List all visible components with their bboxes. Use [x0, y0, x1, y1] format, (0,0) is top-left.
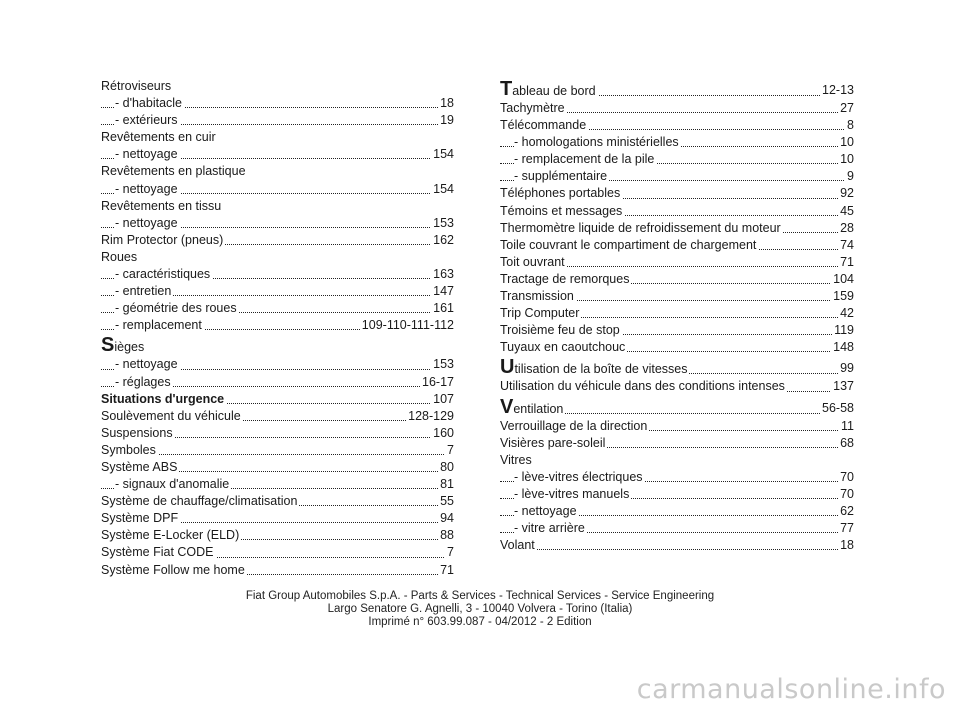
index-entry-text: - géométrie des roues — [115, 301, 237, 316]
index-entry-text: Utilisation du véhicule dans des conditions intenses — [500, 379, 785, 394]
index-entry — [101, 476, 454, 493]
index-entry-text: Vitres — [500, 452, 532, 467]
index-entry-text: Système Fiat CODE — [101, 545, 214, 560]
index-entry-text: - homologations ministérielles — [514, 135, 679, 150]
index-entry-text: Témoins et messages — [500, 203, 623, 218]
index-entry — [500, 520, 854, 537]
index-entry-text: Téléphones portables — [500, 186, 621, 201]
index-entry-text: Système E-Locker (ELD) — [101, 528, 240, 543]
index-entry-text: Système de chauffage/climatisation — [101, 494, 298, 509]
index-entry — [101, 356, 454, 373]
index-entry-page: 9 — [845, 168, 854, 185]
index-entry-text: Transmission — [500, 289, 574, 304]
index-entry-label — [101, 528, 241, 542]
index-entry-label — [500, 419, 649, 433]
index-entry-text: Télécommande — [500, 118, 587, 133]
index-entry-label — [101, 563, 247, 577]
index-entry-page: 148 — [831, 339, 854, 356]
index-entry — [500, 271, 854, 288]
index-entry-page: 80 — [438, 459, 454, 476]
index-entry-text: Revêtements en cuir — [101, 130, 216, 145]
index-entry-label — [500, 289, 576, 303]
index-entry-text: - nettoyage — [115, 215, 178, 230]
index-entry — [101, 112, 454, 129]
index-entry-page: 45 — [838, 203, 854, 220]
index-entry — [101, 78, 454, 95]
index-entry — [500, 435, 854, 452]
index-entry-page: 11 — [839, 418, 854, 435]
index-entry — [101, 459, 454, 476]
watermark: carmanualsonline.info — [636, 674, 946, 705]
index-entry-text: entilation — [513, 401, 564, 416]
index-entry-text: - remplacement de la pile — [514, 152, 655, 167]
index-entry — [101, 198, 454, 215]
index-entry-page: 70 — [838, 486, 854, 503]
index-entry-label — [500, 255, 567, 269]
section-letter: T — [500, 78, 513, 100]
index-entry-text: - supplémentaire — [514, 169, 608, 184]
index-entry-text: - nettoyage — [115, 147, 178, 162]
index-entry-page: 119 — [832, 322, 854, 339]
index-entry — [500, 168, 854, 185]
index-entry — [101, 181, 454, 198]
index-entry-label — [500, 538, 537, 552]
index-entry-label — [500, 323, 622, 337]
index-entry-label — [101, 460, 179, 474]
index-entry — [500, 220, 854, 237]
index-entry-page: 88 — [438, 527, 454, 544]
index-entry — [101, 562, 454, 579]
index-entry-page: 19 — [438, 112, 454, 129]
index-entry-page: 7 — [445, 544, 454, 561]
index-entry-text: - réglages — [115, 374, 171, 389]
index-entry-text: tilisation de la boîte de vitesses — [514, 362, 688, 377]
index-entry-text: Tuyaux en caoutchouc — [500, 340, 626, 355]
index-entry-label — [500, 453, 534, 467]
index-entry-page: 94 — [438, 510, 454, 527]
index-entry-page: 107 — [431, 391, 454, 408]
index-entry — [500, 537, 854, 554]
index-entry-text: Situations d'urgence — [101, 391, 225, 406]
index-entry-label — [500, 436, 607, 450]
footer-line-address: Largo Senatore G. Agnelli, 3 - 10040 Volvera - Torino (Italia) — [327, 603, 633, 615]
index-entry — [500, 203, 854, 220]
index-entry-text: Rétroviseurs — [101, 79, 172, 93]
index-entry-page: 154 — [431, 181, 454, 198]
index-entry-text: Toile couvrant le compartiment de chargement — [500, 237, 757, 252]
index-entry-page: 81 — [438, 476, 454, 493]
index-column-left — [101, 78, 454, 579]
index-entry — [101, 544, 454, 561]
index-entry-label — [115, 113, 180, 127]
index-entry-page: 137 — [831, 378, 854, 395]
index-entry-text: - lève-vitres électriques — [514, 469, 643, 484]
index-entry-text: Tachymètre — [500, 101, 565, 115]
index-entry — [500, 356, 854, 379]
index-entry-label — [500, 306, 581, 320]
index-entry-text: - caractéristiques — [115, 267, 211, 282]
index-entry — [101, 408, 454, 425]
index-entry-label — [115, 318, 204, 332]
index-entry-label — [500, 340, 627, 354]
index-entry-label — [115, 477, 231, 491]
index-entry-label — [514, 504, 579, 518]
index-entry — [500, 100, 854, 117]
index-entry-label — [101, 545, 216, 559]
index-entry-label — [115, 267, 212, 281]
index-entry — [101, 442, 454, 459]
index-entry-page: 12-13 — [820, 81, 854, 100]
index-entry-label — [115, 357, 180, 371]
index-entry-page: 7 — [445, 442, 454, 459]
index-entry-label — [500, 356, 689, 379]
index-entry-text: Visières pare-soleil — [500, 435, 606, 450]
index-entry — [500, 322, 854, 339]
index-entry-page: 153 — [431, 215, 454, 232]
index-entry-page: 16-17 — [420, 374, 454, 391]
index-entry — [101, 300, 454, 317]
index-entry-text: Roues — [101, 249, 138, 264]
section-letter: V — [500, 395, 514, 418]
index-entry-page: 8 — [845, 117, 854, 134]
index-entry — [500, 339, 854, 356]
index-entry-label — [115, 284, 173, 298]
index-entry-label — [101, 250, 139, 264]
section-letter: U — [500, 356, 515, 379]
index-entry — [101, 95, 454, 112]
index-entry — [101, 266, 454, 283]
index-entry-text: - nettoyage — [115, 357, 178, 372]
index-entry-text: Système ABS — [101, 459, 178, 474]
section-letter: S — [101, 334, 115, 357]
index-entry-label — [101, 164, 248, 178]
index-entry — [500, 378, 854, 395]
index-entry-label — [514, 521, 587, 535]
index-entry-text: Troisième feu de stop — [500, 323, 620, 338]
index-entry-label — [514, 152, 656, 166]
index-entry-text: Tractage de remorques — [500, 271, 630, 286]
index-entry-page: 62 — [838, 503, 854, 520]
index-entry-page: 56-58 — [820, 399, 854, 418]
index-entry-page: 10 — [838, 134, 854, 151]
index-entry — [500, 486, 854, 503]
index-entry-page: 147 — [431, 283, 454, 300]
index-entry-page: 160 — [431, 425, 454, 442]
index-entry-label — [115, 182, 180, 196]
index-entry — [101, 163, 454, 180]
index-entry-page: 77 — [838, 520, 854, 537]
index-entry — [500, 254, 854, 271]
index-column-right — [500, 78, 854, 554]
index-entry — [101, 334, 454, 357]
index-entry-label — [500, 78, 598, 100]
index-entry-label — [514, 169, 609, 183]
index-entry-label — [101, 199, 223, 213]
index-entry-label — [500, 238, 758, 252]
index-entry-text: Symboles — [101, 442, 156, 457]
index-entry-text: Revêtements en tissu — [101, 198, 222, 213]
index-entry-page: 99 — [838, 359, 854, 378]
index-entry-label — [115, 147, 180, 161]
index-entry-page: 153 — [431, 356, 454, 373]
index-entry-label — [101, 233, 225, 247]
index-entry — [101, 374, 454, 391]
index-entry-text: - nettoyage — [115, 181, 178, 196]
index-entry-label — [514, 135, 681, 149]
index-entry-page: 27 — [838, 100, 854, 117]
index-entry — [101, 317, 454, 334]
index-entry — [101, 249, 454, 266]
footer-line-print: Imprimé n° 603.99.087 - 04/2012 - 2 Edition — [368, 616, 592, 628]
index-entry — [500, 237, 854, 254]
index-entry-label — [101, 392, 226, 406]
index-entry-text: Verrouillage de la direction — [500, 418, 648, 433]
index-entry-text: Rim Protector (pneus) — [101, 232, 224, 247]
index-entry-text: Volant — [500, 538, 535, 553]
index-entry-label — [500, 395, 565, 418]
index-entry-label — [101, 494, 299, 508]
index-entry — [500, 395, 854, 418]
index-entry-page: 162 — [431, 232, 454, 249]
index-entry-label — [500, 204, 624, 218]
index-entry — [101, 425, 454, 442]
index-entry-text: Thermomètre liquide de refroidissement du moteur — [500, 220, 781, 235]
footer-line-company: Fiat Group Automobiles S.p.A. - Parts & Services - Technical Services - Service Engineering — [245, 590, 715, 602]
index-entry-label — [500, 272, 631, 286]
index-entry-text: ableau de bord — [512, 84, 596, 98]
index-entry — [500, 185, 854, 202]
index-entry-label — [101, 511, 180, 525]
index-entry-text: - nettoyage — [514, 503, 577, 518]
index-entry — [500, 117, 854, 134]
index-entry-label — [101, 79, 173, 93]
index-entry-label — [115, 96, 184, 110]
index-entry-label — [101, 409, 243, 423]
index-entry-label — [101, 443, 158, 457]
index-entry-page: 74 — [838, 237, 854, 254]
index-entry-label — [115, 375, 173, 389]
index-entry-text: ièges — [114, 340, 145, 355]
index-entry-page: 163 — [431, 266, 454, 283]
index-entry-label — [500, 221, 783, 235]
index-entry — [500, 503, 854, 520]
index-entry-label — [500, 118, 588, 132]
index-entry — [500, 452, 854, 469]
index-entry-text: - lève-vitres manuels — [514, 486, 630, 501]
index-entry — [500, 288, 854, 305]
index-entry-page: 159 — [831, 288, 854, 305]
index-entry-text: - extérieurs — [115, 113, 178, 128]
index-entry-page: 104 — [831, 271, 854, 288]
index-entry-text: - entretien — [115, 284, 172, 299]
index-entry — [101, 283, 454, 300]
index-entry-page: 18 — [438, 95, 454, 112]
index-entry-label — [101, 130, 218, 144]
index-entry — [101, 232, 454, 249]
index-entry-text: Trip Computer — [500, 306, 580, 321]
index-entry — [101, 391, 454, 408]
index-entry-label — [101, 426, 175, 440]
index-entry — [500, 78, 854, 100]
index-entry-page: 161 — [431, 300, 454, 317]
index-entry — [101, 129, 454, 146]
index-entry-text: Soulèvement du véhicule — [101, 408, 241, 423]
index-entry — [500, 151, 854, 168]
index-entry-text: - vitre arrière — [514, 521, 585, 536]
index-entry-label — [500, 379, 787, 393]
index-entry-label — [115, 216, 180, 230]
index-entry-page: 42 — [838, 305, 854, 322]
index-entry — [500, 418, 854, 435]
index-entry-text: - signaux d'anomalie — [115, 477, 230, 492]
index-entry — [101, 527, 454, 544]
index-entry-page: 28 — [838, 220, 854, 237]
index-entry-text: Système DPF — [101, 511, 179, 526]
index-entry — [500, 305, 854, 322]
index-entry-text: Système Follow me home — [101, 562, 245, 577]
index-entry-label — [500, 101, 567, 115]
index-entry-page: 128-129 — [406, 408, 454, 425]
index-entry-page: 10 — [838, 151, 854, 168]
index-entry-page: 71 — [438, 562, 454, 579]
index-entry-label — [514, 470, 645, 484]
index-entry-text: - remplacement — [115, 318, 202, 333]
publisher-footer — [0, 590, 960, 629]
index-entry-page: 154 — [431, 146, 454, 163]
index-entry-page: 18 — [838, 537, 854, 554]
index-entry-text: Revêtements en plastique — [101, 164, 246, 179]
index-entry-label — [514, 487, 631, 501]
index-entry-text: - d'habitacle — [115, 96, 183, 111]
index-entry-label — [101, 334, 146, 357]
index-entry — [500, 469, 854, 486]
index-entry — [101, 510, 454, 527]
index-entry-label — [500, 186, 622, 200]
index-entry-text: Toit ouvrant — [500, 254, 565, 269]
index-entry — [101, 146, 454, 163]
index-entry-page: 92 — [838, 185, 854, 202]
index-entry-page: 109-110-111-112 — [360, 317, 454, 334]
index-entry — [500, 134, 854, 151]
index-entry-label — [115, 301, 239, 315]
index-entry-page: 70 — [838, 469, 854, 486]
index-entry-text: Suspensions — [101, 425, 173, 440]
index-entry — [101, 215, 454, 232]
index-entry-page: 55 — [438, 493, 454, 510]
index-entry — [101, 493, 454, 510]
index-entry-page: 68 — [838, 435, 854, 452]
index-entry-page: 71 — [838, 254, 854, 271]
